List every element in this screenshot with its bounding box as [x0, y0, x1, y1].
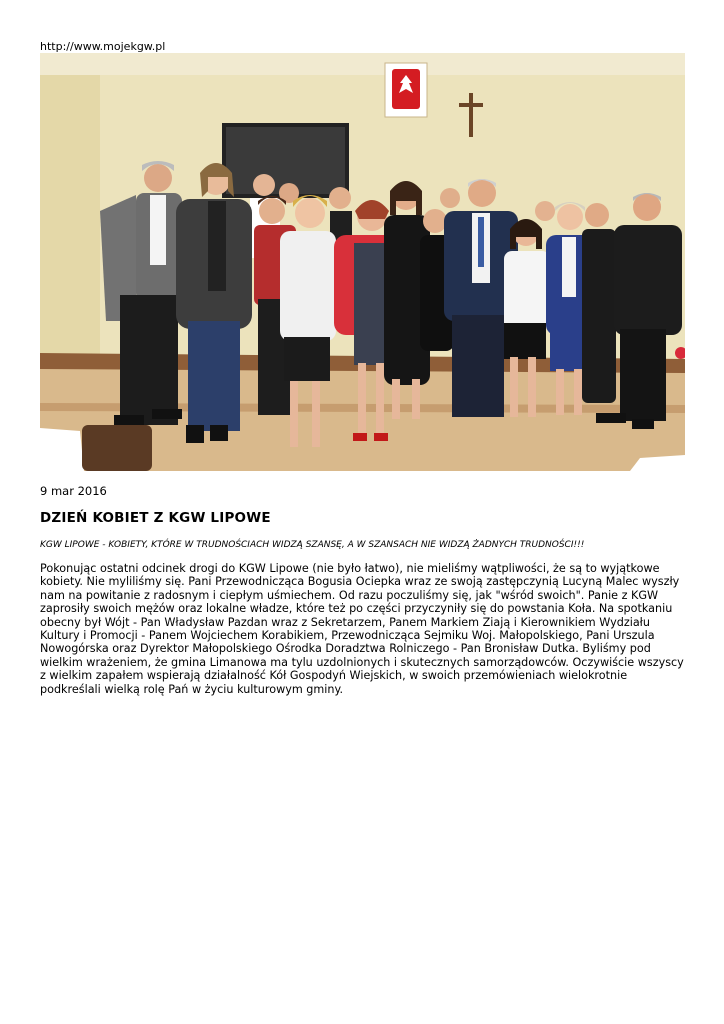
article-subtitle: KGW LIPOWE - KOBIETY, KTÓRE W TRUDNOŚCIACH WIDZĄ SZANSĘ, A W SZANSACH NIE WIDZĄ ŻADNYCH TRUDNOŚCI!!! — [40, 540, 585, 550]
source-url: http://www.mojekgw.pl — [40, 40, 166, 53]
group-photo — [40, 53, 685, 471]
article-body: Pokonując ostatni odcinek drogi do KGW Lipowe (nie było łatwo), nie mieliśmy wątpliwości, że są to wyjątkowe kobiety. Nie myliliśmy się. Pani Przewodnicząca Bogusia Ociepka wraz ze swoją zastępczynią Lucyną Malec wyszły nam na powitanie z radosnym i ciepłym uśmiechem. Od razu poczuliśmy się, jak "wśród swoich". Panie z KGW zaprosiły swoich mężów oraz lokalne władze, które też po części przyczyniły się do powstania Koła. Na spotkaniu obecny był Wójt - Pan Władysław Pazdan wraz z Sekretarzem, Panem Markiem Ziają i Kierownikiem Wydziału Kultury i Promocji - Panem Wojciechem Korabikiem, Przewodnicząca Sejmiku Woj. Małopolskiego, Pani Urszula Nowogórska oraz Dyrektor Małopolskiego Ośrodka Doradztwa Rolniczego - Pan Bronisław Dutka. Byliśmy pod wielkim wrażeniem, że gmina Limanowa ma tylu uzdolnionych i skutecznych samorządowców. Oczywiście wszyscy z wielkim zapałem wspierają działalność Kół Gospodyń Wiejskich, w swoich przemówieniach wielokrotnie podkreślali wielką rolę Pań w życiu kulturowym gminy. — [40, 562, 684, 696]
emblem-icon — [385, 63, 427, 117]
article-date: 9 mar 2016 — [40, 484, 107, 498]
article-title: DZIEŃ KOBIET Z KGW LIPOWE — [40, 510, 271, 526]
